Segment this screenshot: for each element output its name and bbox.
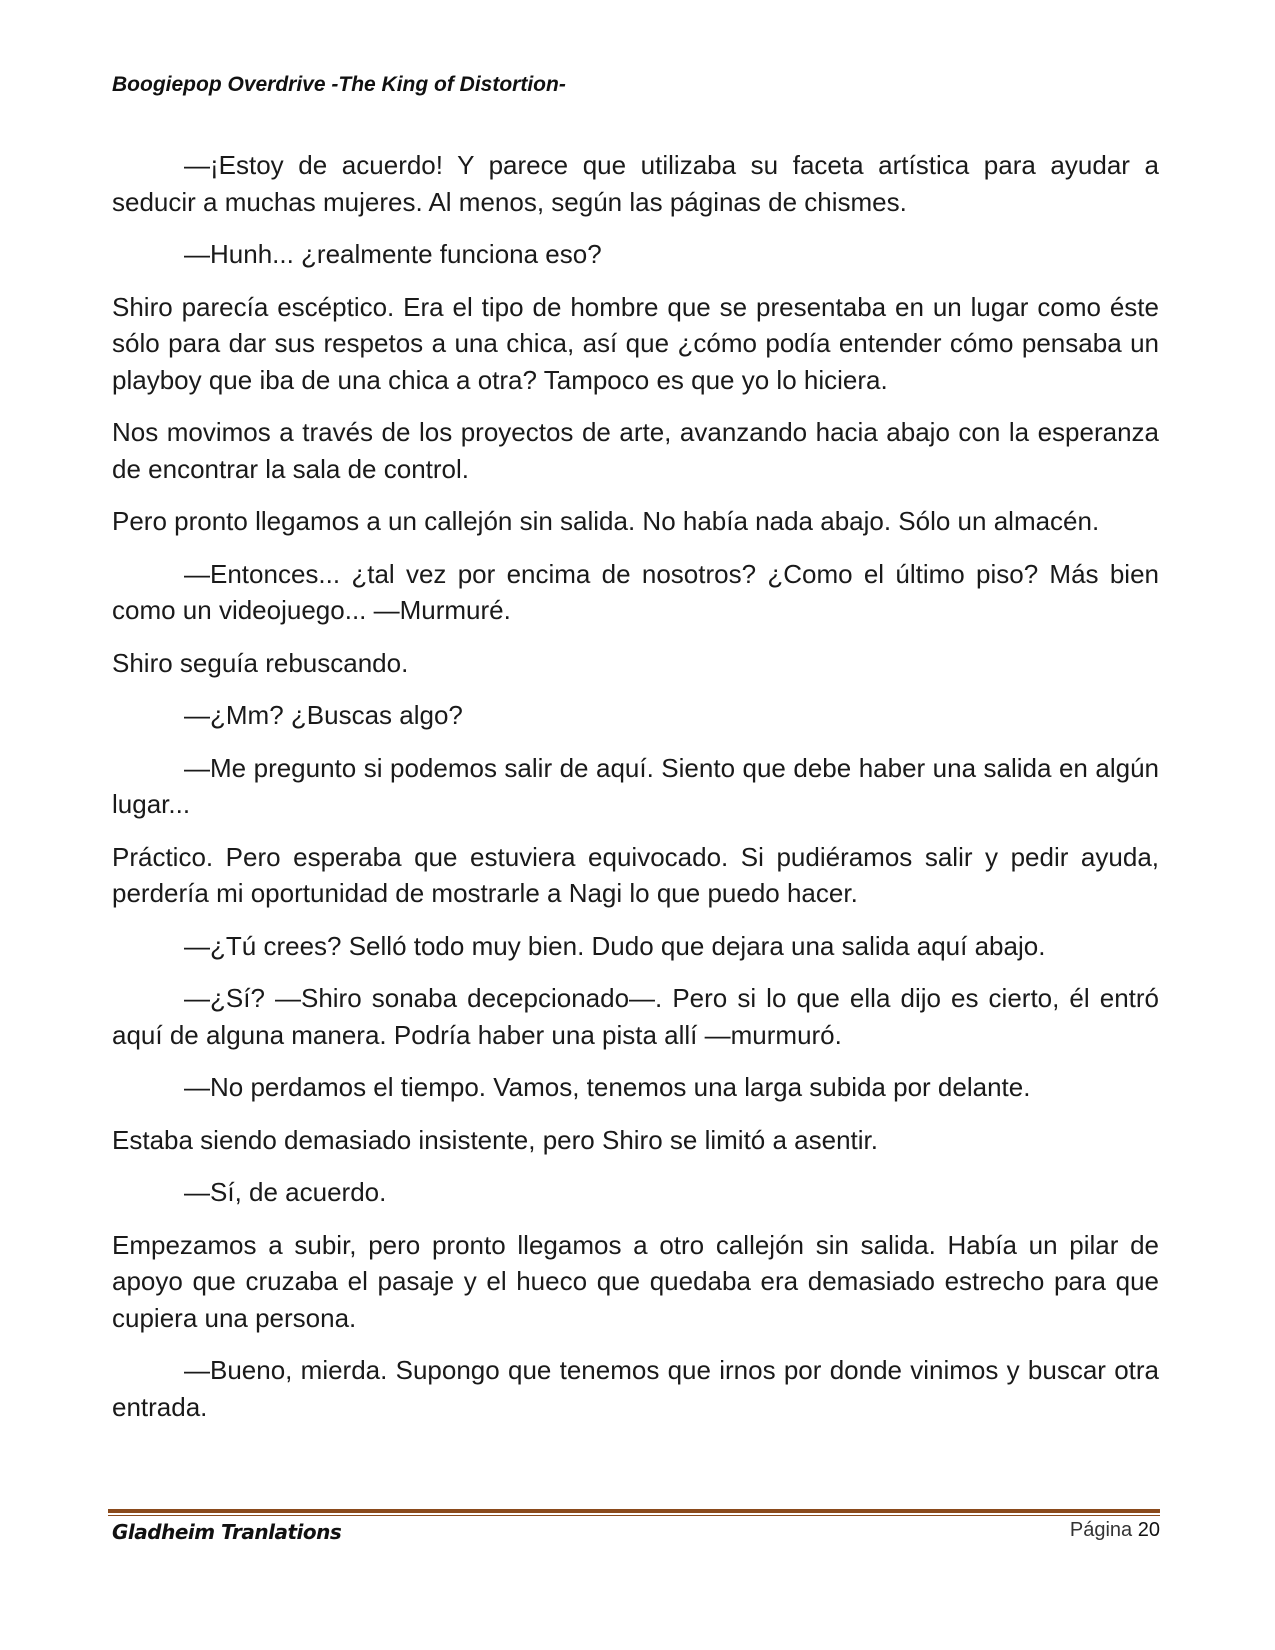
page-header-title: Boogiepop Overdrive -The King of Distortion- [112, 73, 566, 96]
footer-page-number: 20 [1137, 1519, 1160, 1541]
dialogue-paragraph: —No perdamos el tiempo. Vamos, tenemos una larga subida por delante. [184, 1072, 1031, 1102]
narrative-paragraph: Nos movimos a través de los proyectos de arte, avanzando hacia abajo con la esperanza de encontrar la sala de control. [112, 417, 1159, 484]
footer-page-label: Página [1069, 1519, 1133, 1541]
dialogue-paragraph: —Hunh... ¿realmente funciona eso? [184, 239, 602, 269]
narrative-paragraph: Estaba siendo demasiado insistente, pero Shiro se limitó a asentir. [112, 1124, 878, 1155]
dialogue-paragraph: —¿Sí? —Shiro sonaba decepcionado—. Pero si lo que ella dijo es cierto, él entró aquí de alguna manera. Podría haber una pista allí —murmuró. [112, 983, 1159, 1050]
footer-rule [108, 1509, 1160, 1516]
narrative-paragraph: Shiro parecía escéptico. Era el tipo de hombre que se presentaba en un lugar como éste sólo para dar sus respetos a una chica, así que ¿cómo podía entender cómo pensaba un playboy que iba de una chica a otra? Tampoco es que yo lo hiciera. [112, 291, 1159, 395]
narrative-paragraph: Empezamos a subir, pero pronto llegamos a otro callejón sin salida. Había un pilar de apoyo que cruzaba el pasaje y el hueco que quedaba era demasiado estrecho para que cupiera una persona. [112, 1229, 1159, 1333]
narrative-paragraph: Shiro seguía rebuscando. [112, 647, 409, 678]
narrative-paragraph: Práctico. Pero esperaba que estuviera equivocado. Si pudiéramos salir y pedir ayuda, perdería mi oportunidad de mostrarle a Nagi lo que puedo hacer. [112, 841, 1159, 908]
footer-publisher: Gladheim Tranlations [112, 1520, 342, 1544]
footer-page-indicator [1070, 1519, 1160, 1542]
dialogue-paragraph: —Bueno, mierda. Supongo que tenemos que irnos por donde vinimos y buscar otra entrada. [112, 1355, 1159, 1422]
dialogue-paragraph: —¡Estoy de acuerdo! Y parece que utilizaba su faceta artística para ayudar a seducir a muchas mujeres. Al menos, según las páginas de chismes. [112, 150, 1159, 217]
narrative-paragraph: Pero pronto llegamos a un callejón sin salida. No había nada abajo. Sólo un almacén. [112, 506, 1100, 536]
dialogue-paragraph: —Entonces... ¿tal vez por encima de nosotros? ¿Como el último piso? Más bien como un videojuego... —Murmuré. [112, 558, 1159, 625]
dialogue-paragraph: —Me pregunto si podemos salir de aquí. Siento que debe haber una salida en algún lugar... [112, 752, 1159, 819]
dialogue-paragraph: —Sí, de acuerdo. [184, 1177, 387, 1207]
dialogue-paragraph: —¿Tú crees? Selló todo muy bien. Dudo que dejara una salida aquí abajo. [184, 930, 1046, 961]
dialogue-paragraph: —¿Mm? ¿Buscas algo? [184, 700, 463, 730]
body-text [112, 147, 1159, 1441]
